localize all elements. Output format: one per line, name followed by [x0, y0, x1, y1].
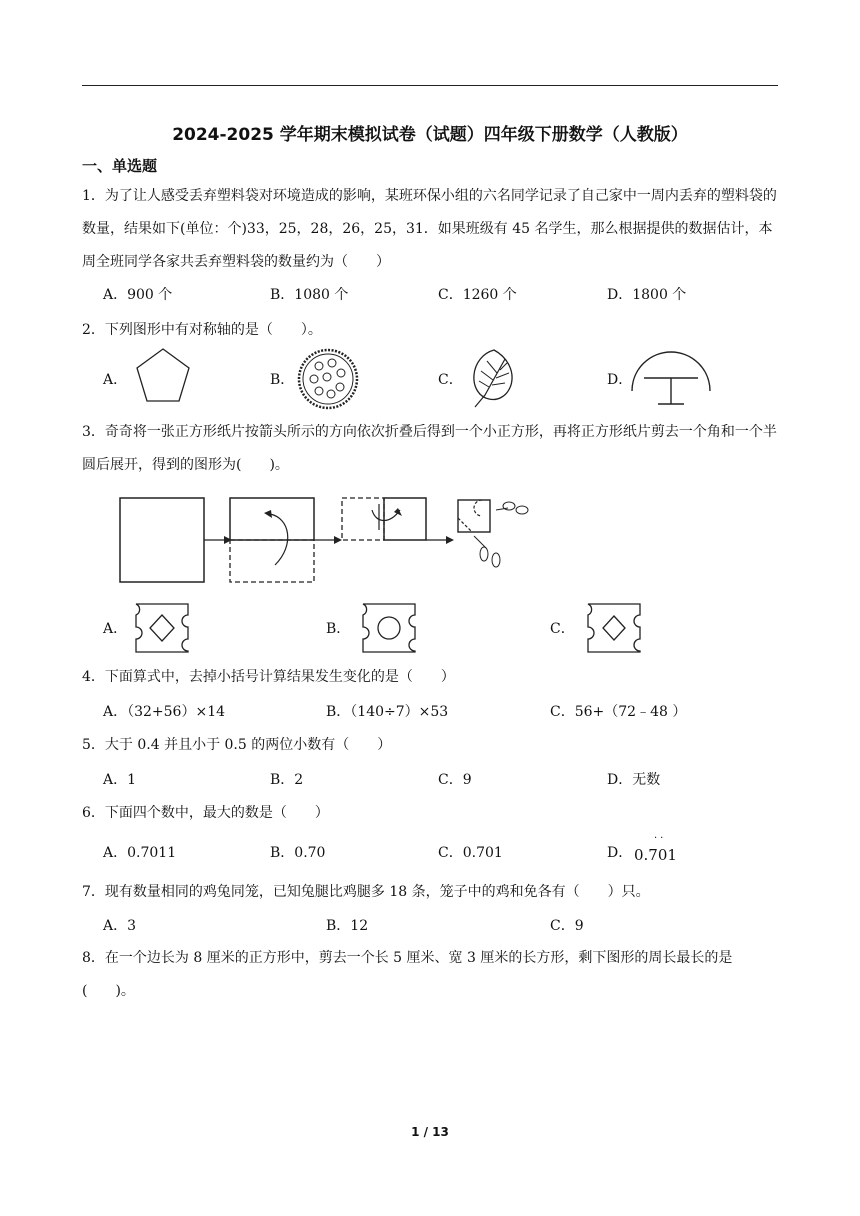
q5-option-b[interactable]: B．2 — [270, 772, 304, 788]
leaf-icon — [467, 347, 517, 409]
repeating-decimal: 0.701 — [634, 846, 677, 864]
page-number: 1 / 13 — [411, 1125, 449, 1139]
page-title: 2024-2025 学年期末模拟试卷（试题）四年级下册数学（人教版） — [172, 125, 688, 145]
question-7: 7．现有数量相同的鸡兔同笼，已知兔腿比鸡腿多 18 条，笼子中的鸡和免各有（ ）只。 — [82, 884, 650, 900]
q5-option-a[interactable]: A．1 — [103, 772, 137, 788]
q7-option-c[interactable]: C．9 — [550, 918, 584, 934]
q5-option-c[interactable]: C．9 — [438, 772, 472, 788]
q2-option-a[interactable]: A． — [103, 372, 128, 388]
pentagon-icon — [134, 346, 194, 406]
q7-option-b[interactable]: B．12 — [326, 918, 369, 934]
q2-option-b[interactable]: B． — [270, 372, 295, 388]
q3-option-a[interactable]: A． — [103, 621, 128, 637]
q1-option-d[interactable]: D．1800 个 — [607, 287, 687, 303]
q6-option-d[interactable]: D． — [607, 845, 633, 861]
question-1: 1．为了让人感受丢弃塑料袋对环境造成的影响，某班环保小组的六名同学记录了自己家中一周内丢弃的塑料袋的数量，结果如下(单位：个)33，25，28，26，25，31．如果班级有 45 名学生，那么根据提供的数据估计，本周全班同学各家共丢弃塑料袋的数量约为（ ） — [82, 188, 777, 270]
q6-option-a[interactable]: A．0.7011 — [103, 845, 177, 861]
question-3: 3．奇奇将一张正方形纸片按箭头所示的方向依次折叠后得到一个小正方形，再将正方形纸片剪去一个角和一个半圆后展开，得到的图形为( )。 — [82, 424, 777, 473]
q4-option-a[interactable]: A．（32+56）×14 — [103, 704, 226, 720]
gear-circle-icon — [297, 348, 359, 410]
q4-option-c[interactable]: C．56+（72﹣48 ） — [550, 704, 687, 720]
question-6: 6．下面四个数中，最大的数是（ ） — [82, 805, 329, 821]
q1-option-a[interactable]: A．900 个 — [103, 287, 173, 303]
section-heading: 一、单选题 — [82, 157, 158, 175]
q2-option-d[interactable]: D． — [607, 372, 633, 388]
question-4: 4．下面算式中，去掉小括号计算结果发生变化的是（ ） — [82, 669, 455, 685]
question-2: 2．下列图形中有对称轴的是（ ）。 — [82, 322, 322, 338]
q7-option-a[interactable]: A．3 — [103, 918, 137, 934]
q6-option-b[interactable]: B．0.70 — [270, 845, 326, 861]
q3-option-c[interactable]: C． — [550, 621, 575, 637]
arch-icon — [628, 346, 714, 408]
question-8: 8．在一个边长为 8 厘米的正方形中，剪去一个长 5 厘米、宽 3 厘米的长方形，剩下图形的周长最长的是( )。 — [82, 950, 733, 999]
q1-option-b[interactable]: B．1080 个 — [270, 287, 349, 303]
repeating-dots: ·· — [654, 833, 667, 844]
header-rule — [82, 85, 778, 86]
q4-option-b[interactable]: B．（140÷7）×53 — [326, 704, 449, 720]
q2-option-c[interactable]: C． — [438, 372, 463, 388]
unfolded-shape-a — [133, 601, 191, 655]
q6-option-c[interactable]: C．0.701 — [438, 845, 503, 861]
q5-option-d[interactable]: D．无数 — [607, 772, 661, 788]
folding-diagram — [110, 490, 560, 590]
question-5: 5．大于 0.4 并且小于 0.5 的两位小数有（ ） — [82, 737, 392, 753]
q3-option-b[interactable]: B． — [326, 621, 351, 637]
unfolded-shape-b — [360, 601, 418, 655]
unfolded-shape-c — [585, 601, 643, 655]
q1-option-c[interactable]: C．1260 个 — [438, 287, 517, 303]
